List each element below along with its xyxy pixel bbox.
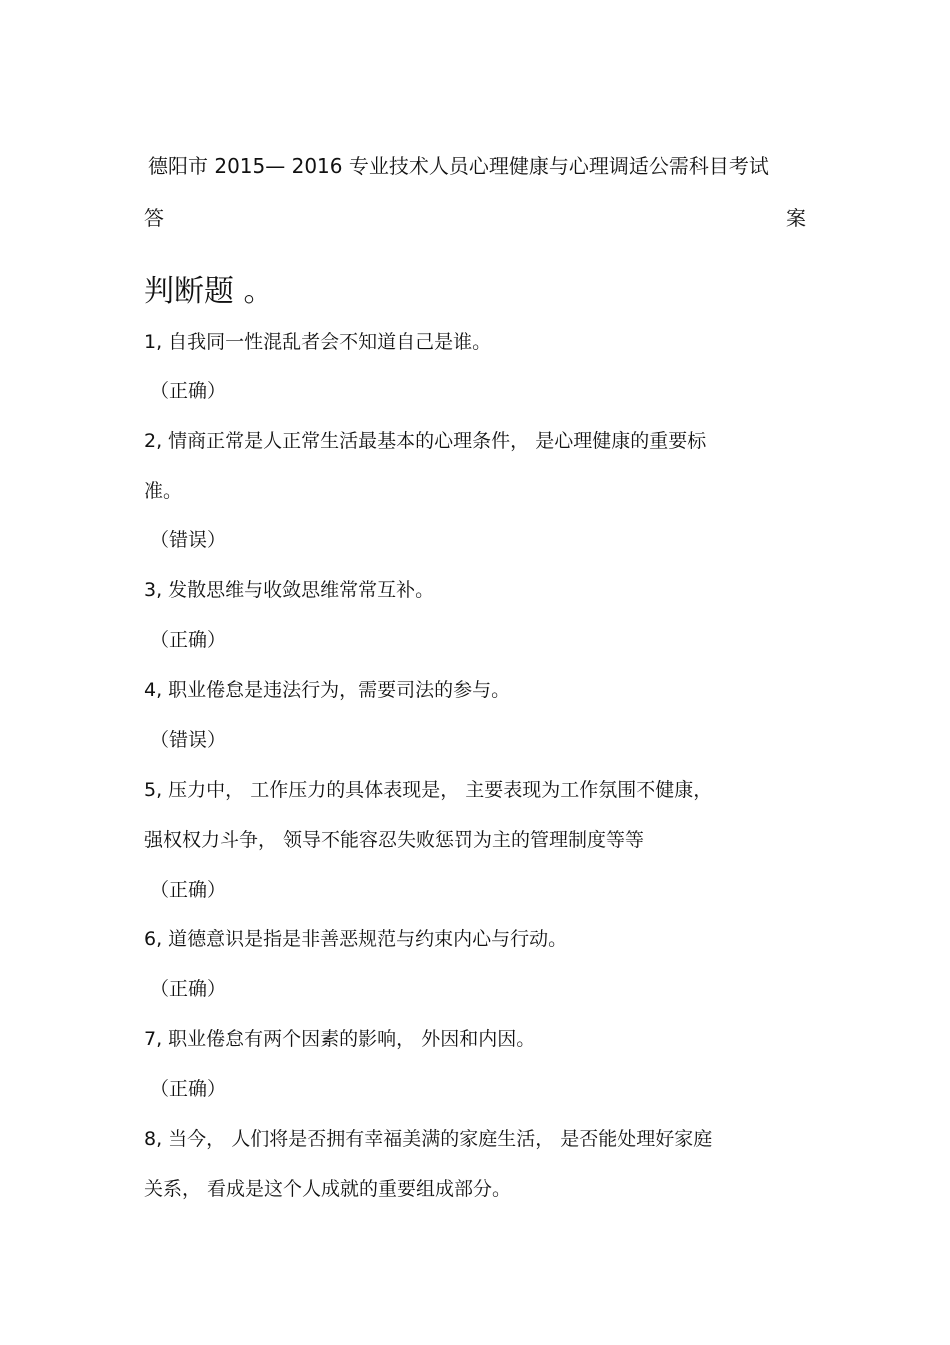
document-title: 德阳市 2015— 2016 专业技术人员心理健康与心理调适公需科目考试 — [148, 154, 769, 178]
question-2-answer: （错误） — [150, 529, 227, 551]
question-2-line-2: 准。 — [144, 480, 183, 502]
question-8-line-2: 关系， 看成是这个人成就的重要组成部分。 — [144, 1178, 512, 1200]
question-3-answer: （正确） — [150, 629, 227, 651]
question-6-answer: （正确） — [150, 978, 227, 1000]
question-8-line-1: 8, 当今， 人们将是否拥有幸福美满的家庭生活， 是否能处理好家庭 — [144, 1128, 713, 1150]
section-heading: 判断题 。 — [144, 274, 274, 309]
question-7-line-1: 7, 职业倦怠有两个因素的影响， 外因和内因。 — [144, 1028, 536, 1050]
question-2-line-1: 2, 情商正常是人正常生活最基本的心理条件， 是心理健康的重要标 — [144, 430, 707, 452]
question-5-line-1: 5, 压力中， 工作压力的具体表现是， 主要表现为工作氛围不健康， — [144, 779, 713, 801]
question-5-answer: （正确） — [150, 879, 227, 901]
question-5-line-2: 强权权力斗争， 领导不能容忍失败惩罚为主的管理制度等等 — [144, 829, 645, 851]
question-1-answer: （正确） — [150, 380, 227, 402]
question-4-line-1: 4, 职业倦怠是违法行为，需要司法的参与。 — [144, 679, 511, 701]
title-answer-left: 答 — [144, 206, 164, 230]
question-1-line-1: 1, 自我同一性混乱者会不知道自己是谁。 — [144, 331, 492, 353]
question-3-line-1: 3, 发散思维与收敛思维常常互补。 — [144, 579, 435, 601]
question-4-answer: （错误） — [150, 729, 227, 751]
question-6-line-1: 6, 道德意识是指是非善恶规范与约束内心与行动。 — [144, 928, 568, 950]
title-answer-right: 案 — [786, 206, 806, 230]
question-7-answer: （正确） — [150, 1078, 227, 1100]
